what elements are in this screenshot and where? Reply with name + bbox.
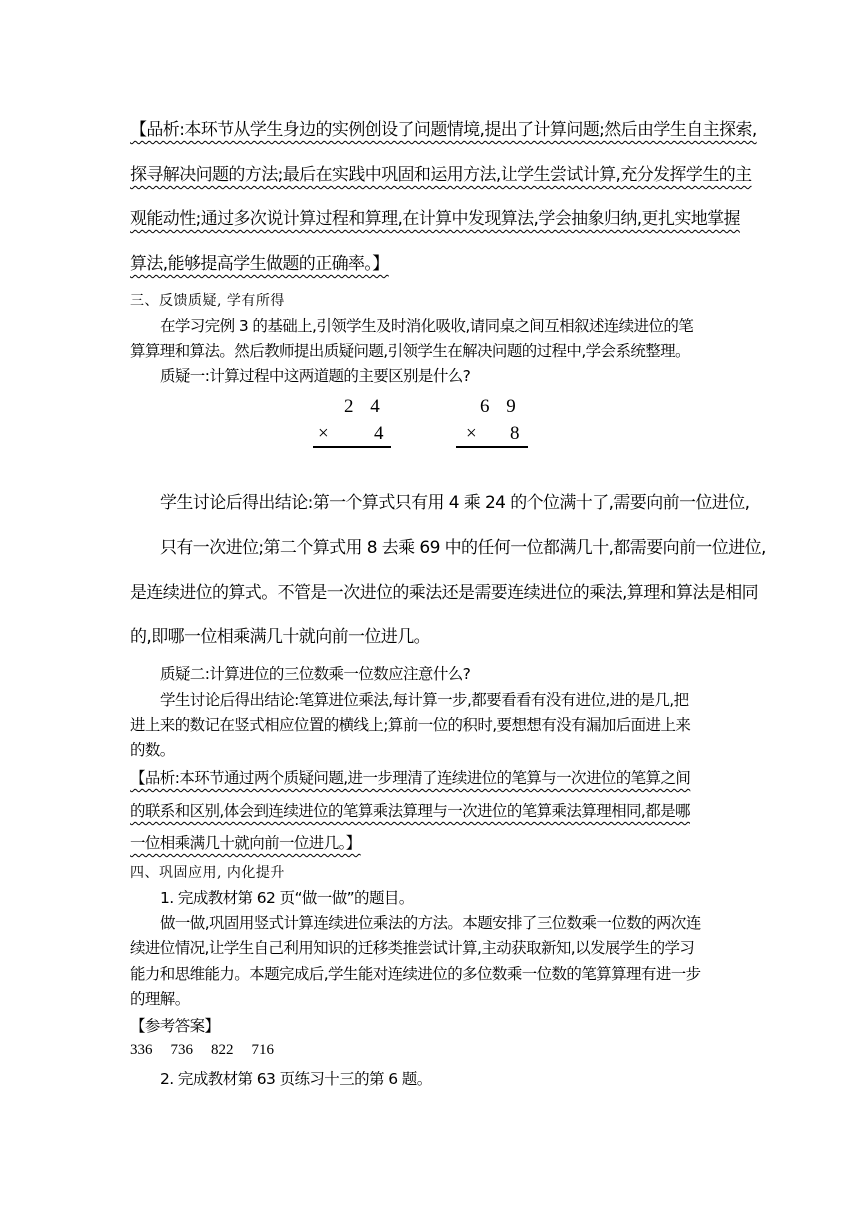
paragraph-line: 学生讨论后得出结论:第一个算式只有用 4 乘 24 的个位满十了,需要向前一位进位, — [160, 493, 750, 513]
analysis-line: 的联系和区别,体会到连续进位的笔算乘法算理与一次进位的笔算乘法算理相同,都是哪 — [130, 802, 690, 820]
analysis-line: 【品析:本环节通过两个质疑问题,进一步理清了连续进位的笔算与一次进位的笔算之间 — [130, 769, 691, 787]
analysis-line: 一位相乘满几十就向前一位进几。】 — [130, 834, 361, 852]
answer-value: 736 — [170, 1042, 193, 1058]
answer-list — [130, 1042, 274, 1059]
answer-value: 716 — [251, 1042, 274, 1058]
exercise-item-1: 1. 完成教材第 62 页“做一做”的题目。 — [160, 889, 414, 907]
analysis-line: 探寻解决问题的方法;最后在实践中巩固和运用方法,让学生尝试计算,充分发挥学生的主 — [130, 165, 752, 185]
multiplicand: 2 4 — [344, 396, 386, 417]
paragraph-line: 是连续进位的算式。不管是一次进位的乘法还是需要连续进位的乘法,算理和算法是相同 — [130, 583, 759, 603]
answer-value: 822 — [211, 1042, 234, 1058]
answer-label: 【参考答案】 — [130, 1017, 220, 1035]
answer-value: 336 — [130, 1042, 153, 1058]
sum-rule — [313, 446, 391, 448]
paragraph-line: 算算理和算法。然后教师提出质疑问题,引领学生在解决问题的过程中,学会系统整理。 — [130, 342, 690, 360]
paragraph-line: 续进位情况,让学生自己利用知识的迁移类推尝试计算,主动获取新知,以发展学生的学习 — [130, 939, 695, 957]
times-sign: × — [318, 423, 329, 444]
paragraph-line: 做一做,巩固用竖式计算连续进位乘法的方法。本题安排了三位数乘一位数的两次连 — [160, 914, 701, 932]
analysis-line: 【品析:本环节从学生身边的实例创设了问题情境,提出了计算问题;然后由学生自主探索, — [130, 120, 757, 140]
multiplier: 4 — [374, 423, 384, 444]
sum-rule — [456, 446, 528, 448]
paragraph-line: 学生讨论后得出结论:笔算进位乘法,每计算一步,都要看看有没有进位,进的是几,把 — [160, 691, 689, 709]
section-heading-3: 三、反馈质疑, 学有所得 — [130, 293, 285, 309]
section-heading-4: 四、巩固应用, 内化提升 — [130, 865, 285, 881]
times-sign: × — [466, 423, 477, 444]
exercise-item-2: 2. 完成教材第 63 页练习十三的第 6 题。 — [160, 1070, 432, 1088]
multiplier: 8 — [510, 423, 520, 444]
question-1: 质疑一:计算过程中这两道题的主要区别是什么? — [160, 367, 471, 385]
paragraph-line: 的,即哪一位相乘满几十就向前一位进几。 — [130, 627, 431, 647]
multiplicand: 6 9 — [480, 396, 522, 417]
analysis-line: 算法,能够提高学生做题的正确率。】 — [130, 254, 389, 274]
paragraph-line: 只有一次进位;第二个算式用 8 去乘 69 中的任何一位都满几十,都需要向前一位进位, — [160, 538, 766, 558]
analysis-line: 观能动性;通过多次说计算过程和算理,在计算中发现算法,学会抽象归纳,更扎实地掌握 — [130, 209, 740, 229]
paragraph-line: 的理解。 — [130, 990, 190, 1008]
question-2: 质疑二:计算进位的三位数乘一位数应注意什么? — [160, 665, 471, 683]
paragraph-line: 进上来的数记在竖式相应位置的横线上;算前一位的积时,要想想有没有漏加后面进上来 — [130, 716, 691, 734]
paragraph-line: 在学习完例 3 的基础上,引领学生及时消化吸收,请同桌之间互相叙述连续进位的笔 — [160, 317, 694, 335]
paragraph-line: 能力和思维能力。本题完成后,学生能对连续进位的多位数乘一位数的笔算算理有进一步 — [130, 965, 701, 983]
paragraph-line: 的数。 — [130, 741, 175, 759]
